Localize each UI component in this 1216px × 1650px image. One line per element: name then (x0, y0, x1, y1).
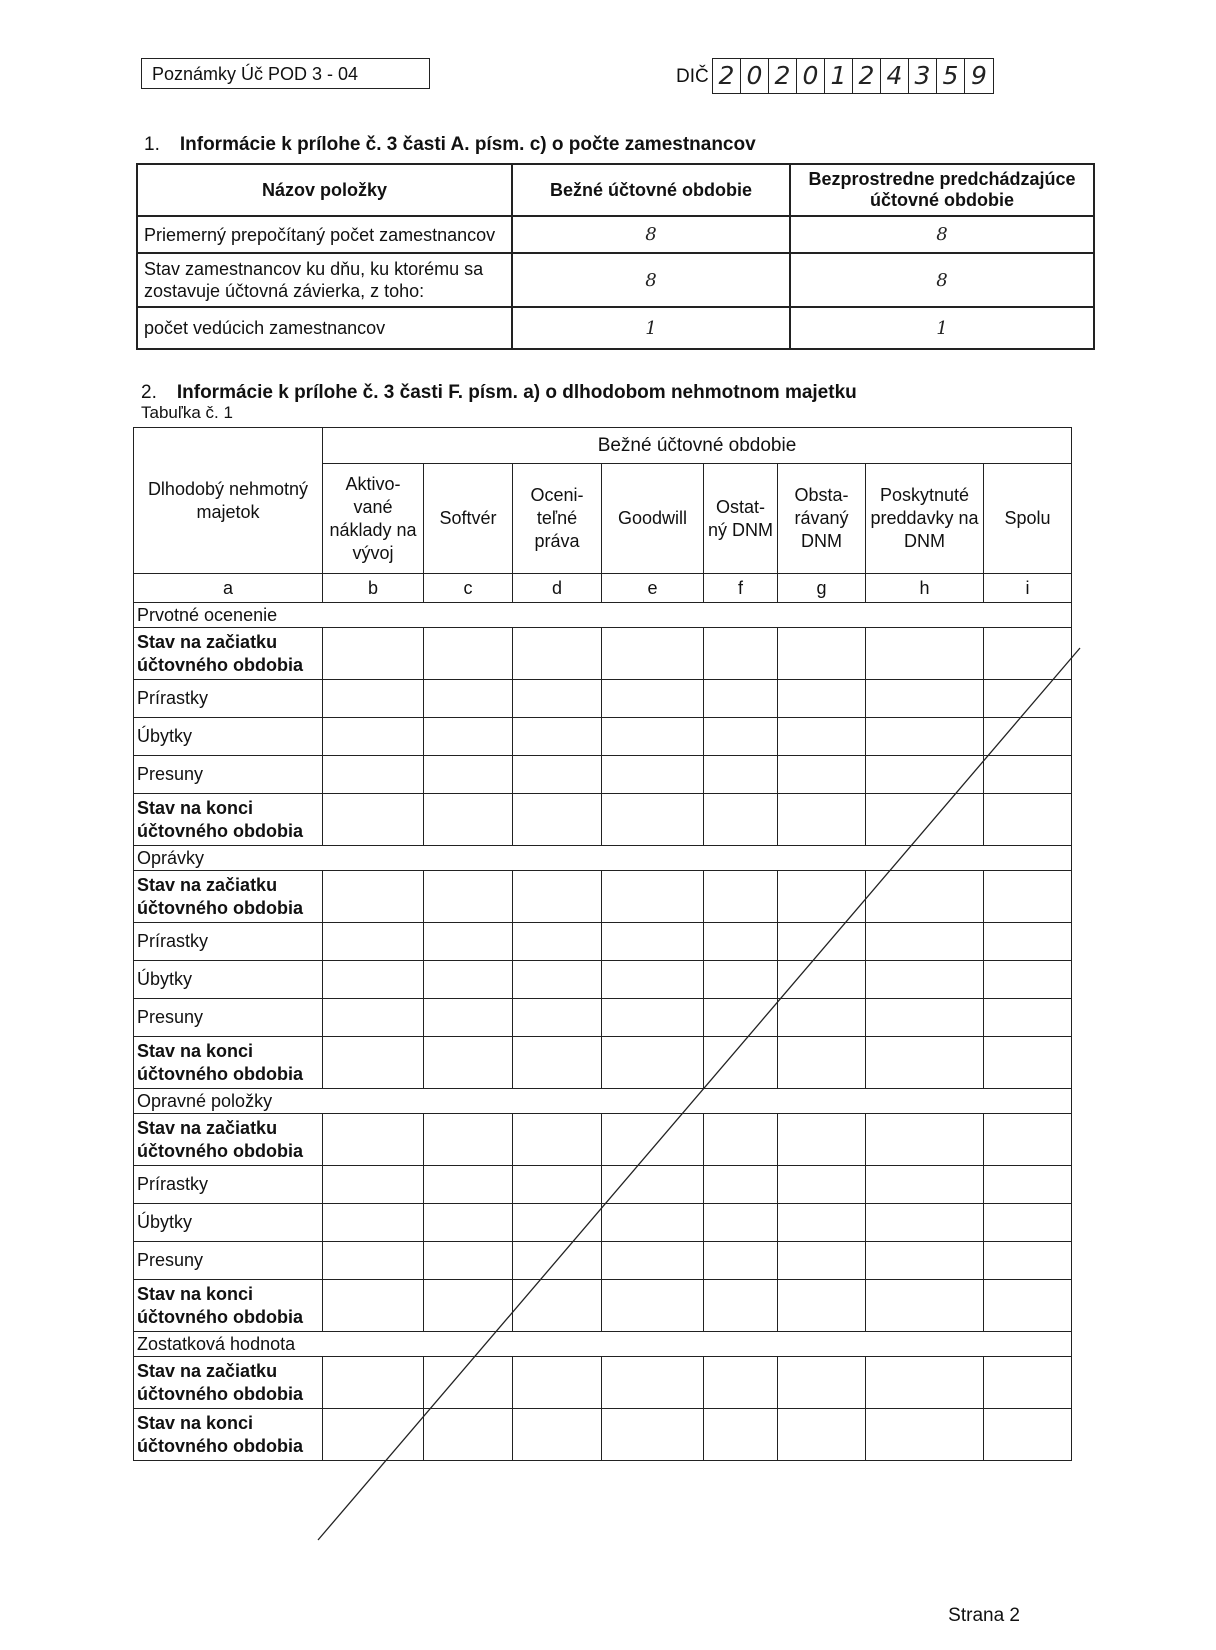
value-cell[interactable] (866, 1357, 984, 1409)
value-current: 1 (512, 307, 790, 349)
group-row (134, 1332, 1072, 1357)
group-row (134, 846, 1072, 871)
value-cell[interactable] (513, 628, 602, 680)
value-cell[interactable] (778, 1166, 866, 1204)
dic-digit: 3 (909, 59, 937, 93)
table-row (134, 923, 1072, 961)
value-cell[interactable] (424, 680, 513, 718)
col-letter: f (704, 574, 778, 603)
value-cell[interactable] (984, 923, 1072, 961)
value-cell[interactable] (704, 1280, 778, 1332)
col-header: Obsta-rávaný DNM (778, 464, 866, 574)
first-col-header: Dlhodobý nehmotný majetok (134, 428, 323, 574)
row-label: Prírastky (134, 923, 323, 961)
value-cell[interactable] (424, 961, 513, 999)
value-cell[interactable] (602, 1204, 704, 1242)
table-subtitle: Tabuľka č. 1 (141, 403, 233, 422)
value-cell[interactable] (424, 999, 513, 1037)
value-cell[interactable] (323, 1242, 424, 1280)
value-cell[interactable] (704, 628, 778, 680)
value-cell[interactable] (704, 1166, 778, 1204)
value-cell[interactable] (704, 871, 778, 923)
value-cell[interactable] (704, 718, 778, 756)
table-row (134, 718, 1072, 756)
col-letter: c (424, 574, 513, 603)
value-cell[interactable] (323, 1280, 424, 1332)
value-cell[interactable] (984, 680, 1072, 718)
value-cell[interactable] (778, 1114, 866, 1166)
col-header: Oceni-teľné práva (513, 464, 602, 574)
dic-digit: 9 (971, 61, 987, 90)
col-header: Aktivo-vané náklady na vývoj (323, 464, 424, 574)
col-letter: i (984, 574, 1072, 603)
value-cell[interactable] (602, 871, 704, 923)
value-cell[interactable] (704, 1409, 778, 1461)
dic-digit: 0 (741, 59, 769, 93)
value-cell[interactable] (602, 961, 704, 999)
value-cell[interactable] (778, 871, 866, 923)
value-cell[interactable] (778, 1357, 866, 1409)
value-cell[interactable] (866, 999, 984, 1037)
value-cell[interactable] (602, 1114, 704, 1166)
value-cell[interactable] (424, 871, 513, 923)
value-cell[interactable] (778, 1204, 866, 1242)
value-cell[interactable] (778, 961, 866, 999)
value-cell[interactable] (513, 1280, 602, 1332)
value-cell[interactable] (866, 794, 984, 846)
value-cell[interactable] (984, 756, 1072, 794)
col-header: Spolu (984, 464, 1072, 574)
value-cell[interactable] (323, 794, 424, 846)
value-cell[interactable] (323, 1357, 424, 1409)
value-cell[interactable] (602, 628, 704, 680)
row-label: Stav zamestnancov ku dňu, ku ktorému sa zostavuje účtovná závierka, z toho: (137, 253, 512, 307)
value-cell[interactable] (778, 1037, 866, 1089)
value-cell[interactable] (984, 961, 1072, 999)
value-cell[interactable] (866, 1280, 984, 1332)
value-cell[interactable] (984, 871, 1072, 923)
table-row (137, 216, 1094, 253)
value-cell[interactable] (866, 1114, 984, 1166)
value-previous: 1 (790, 307, 1094, 349)
value-cell[interactable] (984, 1204, 1072, 1242)
col-letter: b (323, 574, 424, 603)
dic-digit: 2 (769, 59, 797, 93)
col-letter: d (513, 574, 602, 603)
dic-digit: 2 (853, 59, 881, 93)
value-cell[interactable] (984, 1166, 1072, 1204)
row-label: Stav na konci účtovného obdobia (134, 1037, 323, 1089)
value-cell[interactable] (513, 1242, 602, 1280)
table-row (134, 1204, 1072, 1242)
value-cell[interactable] (424, 1357, 513, 1409)
row-label: Prírastky (134, 680, 323, 718)
value-cell[interactable] (602, 1280, 704, 1332)
table-row (134, 1037, 1072, 1089)
col-header: Softvér (424, 464, 513, 574)
table-row (134, 1166, 1072, 1204)
value-cell[interactable] (323, 961, 424, 999)
page-number: Strana 2 (948, 1605, 1020, 1626)
value-cell[interactable] (778, 999, 866, 1037)
value-cell[interactable] (984, 628, 1072, 680)
value-cell[interactable] (866, 680, 984, 718)
value-cell[interactable] (704, 1037, 778, 1089)
value-cell[interactable] (984, 1037, 1072, 1089)
value-cell[interactable] (513, 961, 602, 999)
value-cell[interactable] (513, 1114, 602, 1166)
value-cell[interactable] (513, 680, 602, 718)
value-cell[interactable] (323, 628, 424, 680)
value-previous: 8 (790, 253, 1094, 307)
group-row (134, 603, 1072, 628)
value-cell[interactable] (866, 871, 984, 923)
col-header: Goodwill (602, 464, 704, 574)
value-cell[interactable] (778, 1409, 866, 1461)
employees-table (136, 163, 1095, 350)
value-cell[interactable] (602, 794, 704, 846)
table-row (134, 961, 1072, 999)
value-cell[interactable] (602, 1357, 704, 1409)
value-cell[interactable] (602, 718, 704, 756)
value-cell[interactable] (778, 923, 866, 961)
value-cell[interactable] (866, 1166, 984, 1204)
value-cell[interactable] (424, 1204, 513, 1242)
value-cell[interactable] (513, 1357, 602, 1409)
value-cell[interactable] (513, 718, 602, 756)
form-label: Poznámky Úč POD 3 - 04 (152, 64, 359, 84)
value-cell[interactable] (984, 1114, 1072, 1166)
table-row (134, 999, 1072, 1037)
value-cell[interactable] (424, 794, 513, 846)
value-cell[interactable] (513, 794, 602, 846)
section1-title-text: Informácie k prílohe č. 3 časti A. písm. c) o počte zamestnancov (179, 134, 756, 155)
row-label: Presuny (134, 999, 323, 1037)
group-row (134, 1089, 1072, 1114)
table-row (134, 756, 1072, 794)
table-row (134, 794, 1072, 846)
value-cell[interactable] (323, 680, 424, 718)
col-letter: h (866, 574, 984, 603)
value-cell[interactable] (704, 680, 778, 718)
dic-digit: 0 (797, 59, 825, 93)
value-cell[interactable] (513, 1166, 602, 1204)
table-row (134, 1280, 1072, 1332)
row-label: Stav na začiatku účtovného obdobia (134, 1357, 323, 1409)
group-label: Prvotné ocenenie (134, 603, 1072, 628)
value-cell[interactable] (866, 961, 984, 999)
value-cell[interactable] (513, 1037, 602, 1089)
table-row (134, 1114, 1072, 1166)
value-cell[interactable] (424, 756, 513, 794)
value-cell[interactable] (704, 1204, 778, 1242)
value-cell[interactable] (704, 999, 778, 1037)
value-cell[interactable] (866, 1242, 984, 1280)
value-cell[interactable] (424, 1242, 513, 1280)
value-cell[interactable] (602, 999, 704, 1037)
row-label: Úbytky (134, 718, 323, 756)
value-cell[interactable] (602, 756, 704, 794)
value-cell[interactable] (513, 871, 602, 923)
table-row (134, 680, 1072, 718)
value-cell[interactable] (984, 718, 1072, 756)
value-cell[interactable] (866, 1409, 984, 1461)
value-cell[interactable] (323, 1409, 424, 1461)
value-cell[interactable] (984, 999, 1072, 1037)
col-header-item: Názov položky (137, 164, 512, 216)
value-cell[interactable] (778, 680, 866, 718)
value-cell[interactable] (323, 1114, 424, 1166)
value-cell[interactable] (602, 1037, 704, 1089)
value-cell[interactable] (704, 961, 778, 999)
value-cell[interactable] (424, 1409, 513, 1461)
value-cell[interactable] (323, 718, 424, 756)
table-row (137, 253, 1094, 307)
value-cell[interactable] (984, 1242, 1072, 1280)
value-cell[interactable] (984, 1280, 1072, 1332)
row-label: Úbytky (134, 961, 323, 999)
col-header: Ostat-ný DNM (704, 464, 778, 574)
table-row (134, 628, 1072, 680)
value-cell[interactable] (513, 923, 602, 961)
row-label: Stav na začiatku účtovného obdobia (134, 871, 323, 923)
value-cell[interactable] (424, 628, 513, 680)
value-cell[interactable] (704, 756, 778, 794)
section1-title (144, 134, 756, 156)
value-cell[interactable] (602, 1166, 704, 1204)
value-cell[interactable] (778, 794, 866, 846)
section1-number: 1. (144, 134, 160, 155)
row-label: Stav na konci účtovného obdobia (134, 794, 323, 846)
row-label: Stav na konci účtovného obdobia (134, 1409, 323, 1461)
value-cell[interactable] (704, 1357, 778, 1409)
value-cell[interactable] (984, 794, 1072, 846)
row-label: Stav na konci účtovného obdobia (134, 1280, 323, 1332)
value-cell[interactable] (866, 718, 984, 756)
form-label-box (141, 58, 430, 89)
value-cell[interactable] (323, 923, 424, 961)
value-cell[interactable] (778, 1242, 866, 1280)
col-header-previous: Bezprostredne predchádzajúce účtovné obdobie (790, 164, 1094, 216)
value-cell[interactable] (424, 1280, 513, 1332)
value-current: 8 (512, 216, 790, 253)
dic-cells (712, 58, 994, 94)
table-row (134, 1242, 1072, 1280)
value-cell[interactable] (424, 1037, 513, 1089)
row-label: Stav na začiatku účtovného obdobia (134, 628, 323, 680)
value-cell[interactable] (866, 1037, 984, 1089)
row-label: Prírastky (134, 1166, 323, 1204)
col-letter: g (778, 574, 866, 603)
value-cell[interactable] (704, 1242, 778, 1280)
value-cell[interactable] (866, 923, 984, 961)
table-row (137, 307, 1094, 349)
value-cell[interactable] (424, 1166, 513, 1204)
dic-digit: 5 (937, 59, 965, 93)
period-header: Bežné účtovné obdobie (323, 428, 1072, 464)
value-cell[interactable] (513, 1204, 602, 1242)
dic-digit: 4 (881, 59, 909, 93)
value-cell[interactable] (602, 680, 704, 718)
value-cell[interactable] (866, 628, 984, 680)
value-cell[interactable] (323, 999, 424, 1037)
value-cell[interactable] (866, 756, 984, 794)
value-cell[interactable] (866, 1204, 984, 1242)
value-cell[interactable] (778, 718, 866, 756)
col-header: Poskytnuté preddavky na DNM (866, 464, 984, 574)
value-cell[interactable] (778, 1280, 866, 1332)
row-label: počet vedúcich zamestnancov (137, 307, 512, 349)
value-cell[interactable] (602, 1242, 704, 1280)
value-cell[interactable] (984, 1357, 1072, 1409)
row-label: Stav na začiatku účtovného obdobia (134, 1114, 323, 1166)
value-cell[interactable] (513, 999, 602, 1037)
row-label: Presuny (134, 756, 323, 794)
dic-digit: 1 (825, 59, 853, 93)
table-row (134, 871, 1072, 923)
value-cell[interactable] (704, 1114, 778, 1166)
row-label: Úbytky (134, 1204, 323, 1242)
value-cell[interactable] (424, 1114, 513, 1166)
value-cell[interactable] (704, 794, 778, 846)
value-cell[interactable] (513, 1409, 602, 1461)
value-cell[interactable] (602, 1409, 704, 1461)
section2-title-text: Informácie k prílohe č. 3 časti F. písm. a) o dlhodobom nehmotnom majetku (176, 382, 857, 403)
section2-number: 2. (141, 382, 157, 403)
value-current: 8 (512, 253, 790, 307)
value-cell[interactable] (323, 871, 424, 923)
row-label: Priemerný prepočítaný počet zamestnancov (137, 216, 512, 253)
intangible-assets-table (133, 427, 1072, 1461)
row-label: Presuny (134, 1242, 323, 1280)
value-cell[interactable] (704, 923, 778, 961)
group-label: Zostatková hodnota (134, 1332, 1072, 1357)
dic-digit: 2 (713, 59, 741, 93)
section2-title (141, 382, 857, 404)
group-label: Oprávky (134, 846, 1072, 871)
value-cell[interactable] (778, 756, 866, 794)
value-cell[interactable] (513, 756, 602, 794)
value-cell[interactable] (323, 1166, 424, 1204)
value-cell[interactable] (984, 1409, 1072, 1461)
dic-label: DIČ (676, 66, 709, 87)
col-letter: a (134, 574, 323, 603)
value-cell[interactable] (602, 923, 704, 961)
table-row (134, 1409, 1072, 1461)
value-cell[interactable] (323, 1204, 424, 1242)
value-previous: 8 (790, 216, 1094, 253)
group-label: Opravné položky (134, 1089, 1072, 1114)
col-header-current: Bežné účtovné obdobie (512, 164, 790, 216)
value-cell[interactable] (323, 756, 424, 794)
value-cell[interactable] (424, 923, 513, 961)
value-cell[interactable] (323, 1037, 424, 1089)
col-letter: e (602, 574, 704, 603)
value-cell[interactable] (778, 628, 866, 680)
value-cell[interactable] (424, 718, 513, 756)
table-row (134, 1357, 1072, 1409)
